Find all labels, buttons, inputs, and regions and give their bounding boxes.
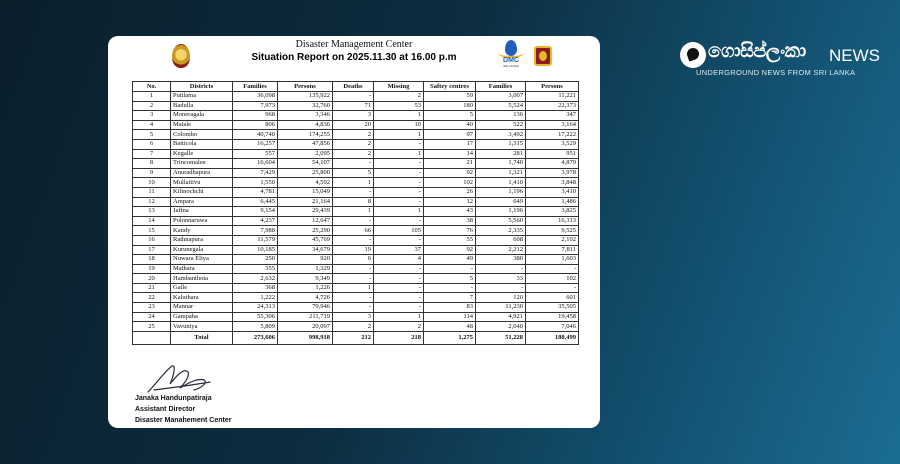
cell-district: Matale: [171, 120, 233, 130]
cell-centre-families: 522: [476, 120, 526, 130]
cell-deaths: -: [333, 216, 374, 226]
cell-safety-centres: 55: [424, 235, 476, 245]
cell-families: 10,185: [233, 245, 278, 255]
cell-missing: -: [374, 274, 424, 284]
total-cell-no: [133, 331, 171, 344]
cell-families: 16,257: [233, 139, 278, 149]
cell-persons: 25,800: [278, 168, 333, 178]
cell-centre-families: 1,196: [476, 187, 526, 197]
cell-no: 17: [133, 245, 171, 255]
cell-safety-centres: 17: [424, 139, 476, 149]
cell-persons: 9,349: [278, 274, 333, 284]
table-row: [133, 207, 579, 217]
cell-persons: 32,760: [278, 101, 333, 111]
cell-centre-families: -: [476, 283, 526, 293]
cell-safety-centres: 76: [424, 226, 476, 236]
cell-families: 250: [233, 255, 278, 265]
total-cell-safety-centres: 1,275: [424, 331, 476, 344]
table-row: [133, 120, 579, 130]
cell-district: Mathara: [171, 264, 233, 274]
cell-no: 16: [133, 235, 171, 245]
table-row: [133, 312, 579, 322]
report-organization-title: Disaster Management Center: [295, 39, 413, 50]
cell-missing: 53: [374, 101, 424, 111]
cell-no: 3: [133, 111, 171, 121]
cell-centre-persons: 2,102: [526, 235, 579, 245]
col-header-districts: Districts: [171, 82, 233, 92]
cell-district: Kurunegala: [171, 245, 233, 255]
cell-deaths: -: [333, 235, 374, 245]
cell-deaths: 2: [333, 130, 374, 140]
cell-no: 21: [133, 283, 171, 293]
cell-families: 2,632: [233, 274, 278, 284]
cell-families: 11,579: [233, 235, 278, 245]
cell-deaths: 5: [333, 168, 374, 178]
cell-safety-centres: 21: [424, 159, 476, 169]
cell-safety-centres: 114: [424, 312, 476, 322]
table-row: [133, 149, 579, 159]
cell-centre-persons: 601: [526, 293, 579, 303]
cell-centre-families: 2,335: [476, 226, 526, 236]
cell-missing: -: [374, 197, 424, 207]
cell-centre-families: 5,560: [476, 216, 526, 226]
cell-persons: 3,346: [278, 111, 333, 121]
table-row: [133, 197, 579, 207]
cell-persons: 174,255: [278, 130, 333, 140]
cell-persons: 47,856: [278, 139, 333, 149]
cell-no: 8: [133, 159, 171, 169]
cell-missing: 10: [374, 120, 424, 130]
cell-centre-persons: 22,373: [526, 101, 579, 111]
table-row: [133, 293, 579, 303]
cell-missing: 2: [374, 322, 424, 332]
table-header-row: [133, 82, 579, 92]
cell-deaths: 2: [333, 139, 374, 149]
cell-safety-centres: 48: [424, 322, 476, 332]
cell-missing: -: [374, 235, 424, 245]
cell-families: 4,237: [233, 216, 278, 226]
cell-district: Badulla: [171, 101, 233, 111]
col-header-safety-centres: Saftey centres: [424, 82, 476, 92]
table-row: [133, 168, 579, 178]
cell-persons: 135,922: [278, 92, 333, 102]
cell-safety-centres: 12: [424, 197, 476, 207]
cell-centre-persons: 951: [526, 149, 579, 159]
cell-persons: 34,679: [278, 245, 333, 255]
cell-district: Rathnapura: [171, 235, 233, 245]
cell-centre-families: 2,040: [476, 322, 526, 332]
cell-centre-families: 3,007: [476, 92, 526, 102]
cell-safety-centres: 7: [424, 293, 476, 303]
cell-centre-families: 4,921: [476, 312, 526, 322]
cell-persons: 1,329: [278, 264, 333, 274]
cell-centre-families: 380: [476, 255, 526, 265]
cell-centre-persons: 347: [526, 111, 579, 121]
cell-missing: -: [374, 303, 424, 313]
cell-persons: 54,107: [278, 159, 333, 169]
signatory-position: Assistant Director: [135, 406, 196, 413]
situation-report-document: [108, 36, 600, 428]
cell-safety-centres: 180: [424, 101, 476, 111]
cell-district: Kilinochchi: [171, 187, 233, 197]
cell-deaths: -: [333, 293, 374, 303]
table-row: [133, 274, 579, 284]
site-tagline: UNDERGROUND NEWS FROM SRI LANKA: [696, 68, 856, 77]
cell-deaths: 20: [333, 120, 374, 130]
cell-deaths: 3: [333, 111, 374, 121]
cell-centre-persons: 1,603: [526, 255, 579, 265]
cell-persons: 211,719: [278, 312, 333, 322]
cell-deaths: 66: [333, 226, 374, 236]
cell-no: 23: [133, 303, 171, 313]
cell-district: Anuradhapura: [171, 168, 233, 178]
cell-safety-centres: 83: [424, 303, 476, 313]
col-header-centre-persons: Persons: [526, 82, 579, 92]
cell-centre-families: 1,315: [476, 139, 526, 149]
cell-no: 25: [133, 322, 171, 332]
cell-no: 20: [133, 274, 171, 284]
cell-safety-centres: 5: [424, 111, 476, 121]
cell-centre-families: 136: [476, 111, 526, 121]
situation-table: [132, 81, 579, 345]
cell-families: 16,604: [233, 159, 278, 169]
table-total-row: [133, 331, 579, 344]
cell-persons: 4,726: [278, 293, 333, 303]
col-header-missing: Missing: [374, 82, 424, 92]
table-row: [133, 216, 579, 226]
cell-deaths: -: [333, 303, 374, 313]
cell-no: 12: [133, 197, 171, 207]
cell-district: Trincomalee: [171, 159, 233, 169]
cell-district: Hambanthota: [171, 274, 233, 284]
cell-centre-families: 11,230: [476, 303, 526, 313]
cell-no: 2: [133, 101, 171, 111]
dmc-logo-icon: [496, 40, 526, 70]
cell-persons: 1,226: [278, 283, 333, 293]
cell-missing: 4: [374, 255, 424, 265]
cell-persons: 21,164: [278, 197, 333, 207]
cell-district: Puttlama: [171, 92, 233, 102]
cell-district: Kegalle: [171, 149, 233, 159]
cell-safety-centres: 5: [424, 274, 476, 284]
cell-centre-persons: 3,825: [526, 207, 579, 217]
col-header-deaths: Deaths: [333, 82, 374, 92]
cell-deaths: -: [333, 187, 374, 197]
signatory-organization: Disaster Manahement Center: [135, 417, 232, 424]
cell-centre-persons: 102: [526, 274, 579, 284]
table-row: [133, 130, 579, 140]
cell-centre-persons: 19,458: [526, 312, 579, 322]
cell-district: Ampara: [171, 197, 233, 207]
dmc-logo-text: DMC: [503, 57, 519, 64]
table-row: [133, 226, 579, 236]
cell-no: 4: [133, 120, 171, 130]
cell-families: 36,098: [233, 92, 278, 102]
gossiplanka-logo: [680, 40, 880, 80]
cell-centre-persons: -: [526, 264, 579, 274]
table-row: [133, 235, 579, 245]
table-row: [133, 322, 579, 332]
cell-missing: 1: [374, 312, 424, 322]
cell-centre-persons: 7,811: [526, 245, 579, 255]
cell-deaths: 3: [333, 312, 374, 322]
cell-persons: 25,290: [278, 226, 333, 236]
cell-no: 5: [133, 130, 171, 140]
col-header-families: Families: [233, 82, 278, 92]
table-row: [133, 178, 579, 188]
cell-centre-families: 608: [476, 235, 526, 245]
cell-safety-centres: 97: [424, 130, 476, 140]
cell-no: 18: [133, 255, 171, 265]
cell-persons: 29,439: [278, 207, 333, 217]
cell-centre-families: 3,492: [476, 130, 526, 140]
cell-deaths: -: [333, 92, 374, 102]
total-cell-deaths: 212: [333, 331, 374, 344]
cell-persons: 2,095: [278, 149, 333, 159]
report-title: Situation Report on 2025.11.30 at 16.00 p.m: [251, 52, 457, 63]
cell-deaths: 2: [333, 322, 374, 332]
cell-centre-persons: 4,879: [526, 159, 579, 169]
cell-safety-centres: 38: [424, 216, 476, 226]
cell-no: 15: [133, 226, 171, 236]
gossiplanka-mark-icon: [680, 42, 706, 68]
cell-deaths: 19: [333, 245, 374, 255]
cell-no: 24: [133, 312, 171, 322]
col-header-persons: Persons: [278, 82, 333, 92]
site-name: ගොසිප්ලංකා: [708, 40, 806, 62]
total-cell-centre-families: 51,228: [476, 331, 526, 344]
dmc-logo-subtext: SRI LANKA: [503, 64, 519, 68]
cell-families: 968: [233, 111, 278, 121]
cell-safety-centres: -: [424, 264, 476, 274]
cell-missing: 1: [374, 207, 424, 217]
table-row: [133, 111, 579, 121]
cell-families: 557: [233, 149, 278, 159]
cell-missing: -: [374, 283, 424, 293]
cell-no: 6: [133, 139, 171, 149]
table-row: [133, 264, 579, 274]
cell-centre-families: 1,321: [476, 168, 526, 178]
cell-deaths: 1: [333, 283, 374, 293]
cell-safety-centres: 59: [424, 92, 476, 102]
cell-centre-families: 1,410: [476, 178, 526, 188]
cell-district: Nuwara Eliya: [171, 255, 233, 265]
cell-centre-families: 281: [476, 149, 526, 159]
cell-families: 9,154: [233, 207, 278, 217]
cell-missing: 1: [374, 111, 424, 121]
cell-families: 7,973: [233, 101, 278, 111]
cell-persons: 20,097: [278, 322, 333, 332]
cell-no: 22: [133, 293, 171, 303]
cell-families: 7,988: [233, 226, 278, 236]
cell-families: 55,306: [233, 312, 278, 322]
cell-centre-families: 33: [476, 274, 526, 284]
col-header-centre-families: Families: [476, 82, 526, 92]
cell-centre-families: -: [476, 264, 526, 274]
cell-families: 1,222: [233, 293, 278, 303]
cell-families: 4,781: [233, 187, 278, 197]
cell-persons: 45,769: [278, 235, 333, 245]
cell-persons: 79,946: [278, 303, 333, 313]
cell-deaths: -: [333, 274, 374, 284]
cell-missing: -: [374, 187, 424, 197]
cell-deaths: 8: [333, 197, 374, 207]
table-row: [133, 283, 579, 293]
cell-district: Batticola: [171, 139, 233, 149]
cell-deaths: 1: [333, 207, 374, 217]
cell-centre-persons: 11,221: [526, 92, 579, 102]
table-row: [133, 245, 579, 255]
cell-families: 1,550: [233, 178, 278, 188]
cell-centre-persons: -: [526, 283, 579, 293]
table-row: [133, 159, 579, 169]
cell-missing: -: [374, 293, 424, 303]
cell-centre-persons: 7,046: [526, 322, 579, 332]
cell-families: 6,445: [233, 197, 278, 207]
cell-district: Kaluthara: [171, 293, 233, 303]
cell-families: 40,740: [233, 130, 278, 140]
cell-safety-centres: 26: [424, 187, 476, 197]
total-cell-persons: 998,918: [278, 331, 333, 344]
cell-no: 7: [133, 149, 171, 159]
col-header-no: No.: [133, 82, 171, 92]
cell-centre-persons: 16,313: [526, 216, 579, 226]
cell-district: Polonnaruwa: [171, 216, 233, 226]
cell-safety-centres: -: [424, 283, 476, 293]
cell-district: Kandy: [171, 226, 233, 236]
cell-no: 11: [133, 187, 171, 197]
cell-district: Vavuniya: [171, 322, 233, 332]
cell-centre-persons: 9,525: [526, 226, 579, 236]
ministry-badge-icon: [534, 46, 552, 66]
site-news-label: NEWS: [829, 46, 880, 65]
table-row: [133, 187, 579, 197]
cell-persons: 4,592: [278, 178, 333, 188]
cell-district: Moneragala: [171, 111, 233, 121]
total-cell-missing: 218: [374, 331, 424, 344]
cell-centre-persons: 3,164: [526, 120, 579, 130]
cell-missing: -: [374, 264, 424, 274]
cell-missing: -: [374, 168, 424, 178]
cell-centre-families: 1,740: [476, 159, 526, 169]
cell-no: 13: [133, 207, 171, 217]
total-cell-district: Total: [171, 331, 233, 344]
total-cell-centre-persons: 180,499: [526, 331, 579, 344]
cell-no: 9: [133, 168, 171, 178]
cell-no: 1: [133, 92, 171, 102]
cell-centre-families: 1,196: [476, 207, 526, 217]
cell-district: Colombo: [171, 130, 233, 140]
cell-deaths: 2: [333, 149, 374, 159]
cell-district: Galle: [171, 283, 233, 293]
cell-centre-families: 649: [476, 197, 526, 207]
cell-district: Mannar: [171, 303, 233, 313]
cell-missing: -: [374, 139, 424, 149]
cell-centre-persons: 3,410: [526, 187, 579, 197]
cell-persons: 4,836: [278, 120, 333, 130]
cell-no: 19: [133, 264, 171, 274]
cell-safety-centres: 40: [424, 120, 476, 130]
cell-missing: -: [374, 159, 424, 169]
cell-families: 7,429: [233, 168, 278, 178]
cell-centre-persons: 3,529: [526, 139, 579, 149]
cell-families: 355: [233, 264, 278, 274]
cell-families: 5,809: [233, 322, 278, 332]
table-row: [133, 101, 579, 111]
cell-persons: 15,049: [278, 187, 333, 197]
cell-deaths: 71: [333, 101, 374, 111]
cell-safety-centres: 14: [424, 149, 476, 159]
cell-centre-families: 5,524: [476, 101, 526, 111]
cell-district: Mullaitivu: [171, 178, 233, 188]
cell-deaths: 1: [333, 178, 374, 188]
cell-missing: -: [374, 178, 424, 188]
cell-centre-persons: 1,486: [526, 197, 579, 207]
cell-safety-centres: 92: [424, 168, 476, 178]
signatory-name: Janaka Handunpatiraja: [135, 395, 212, 402]
cell-no: 14: [133, 216, 171, 226]
cell-centre-families: 2,212: [476, 245, 526, 255]
total-cell-families: 273,606: [233, 331, 278, 344]
table-row: [133, 92, 579, 102]
table-row: [133, 139, 579, 149]
cell-safety-centres: 102: [424, 178, 476, 188]
signature-scribble: [144, 362, 214, 396]
cell-persons: 12,647: [278, 216, 333, 226]
cell-missing: 1: [374, 149, 424, 159]
cell-deaths: -: [333, 159, 374, 169]
cell-no: 10: [133, 178, 171, 188]
cell-safety-centres: 49: [424, 255, 476, 265]
cell-deaths: 6: [333, 255, 374, 265]
cell-deaths: -: [333, 264, 374, 274]
cell-persons: 920: [278, 255, 333, 265]
cell-missing: 2: [374, 92, 424, 102]
cell-missing: 105: [374, 226, 424, 236]
cell-safety-centres: 43: [424, 207, 476, 217]
cell-families: 806: [233, 120, 278, 130]
cell-centre-persons: 35,505: [526, 303, 579, 313]
cell-centre-persons: 3,848: [526, 178, 579, 188]
cell-centre-persons: 17,222: [526, 130, 579, 140]
table-row: [133, 303, 579, 313]
table-row: [133, 255, 579, 265]
cell-families: 24,313: [233, 303, 278, 313]
table-body: [133, 92, 579, 345]
cell-missing: 37: [374, 245, 424, 255]
cell-safety-centres: 92: [424, 245, 476, 255]
cell-centre-families: 120: [476, 293, 526, 303]
cell-missing: 1: [374, 130, 424, 140]
cell-district: Gampaha: [171, 312, 233, 322]
cell-centre-persons: 3,978: [526, 168, 579, 178]
cell-district: Jaffna: [171, 207, 233, 217]
cell-families: 368: [233, 283, 278, 293]
cell-missing: -: [374, 216, 424, 226]
